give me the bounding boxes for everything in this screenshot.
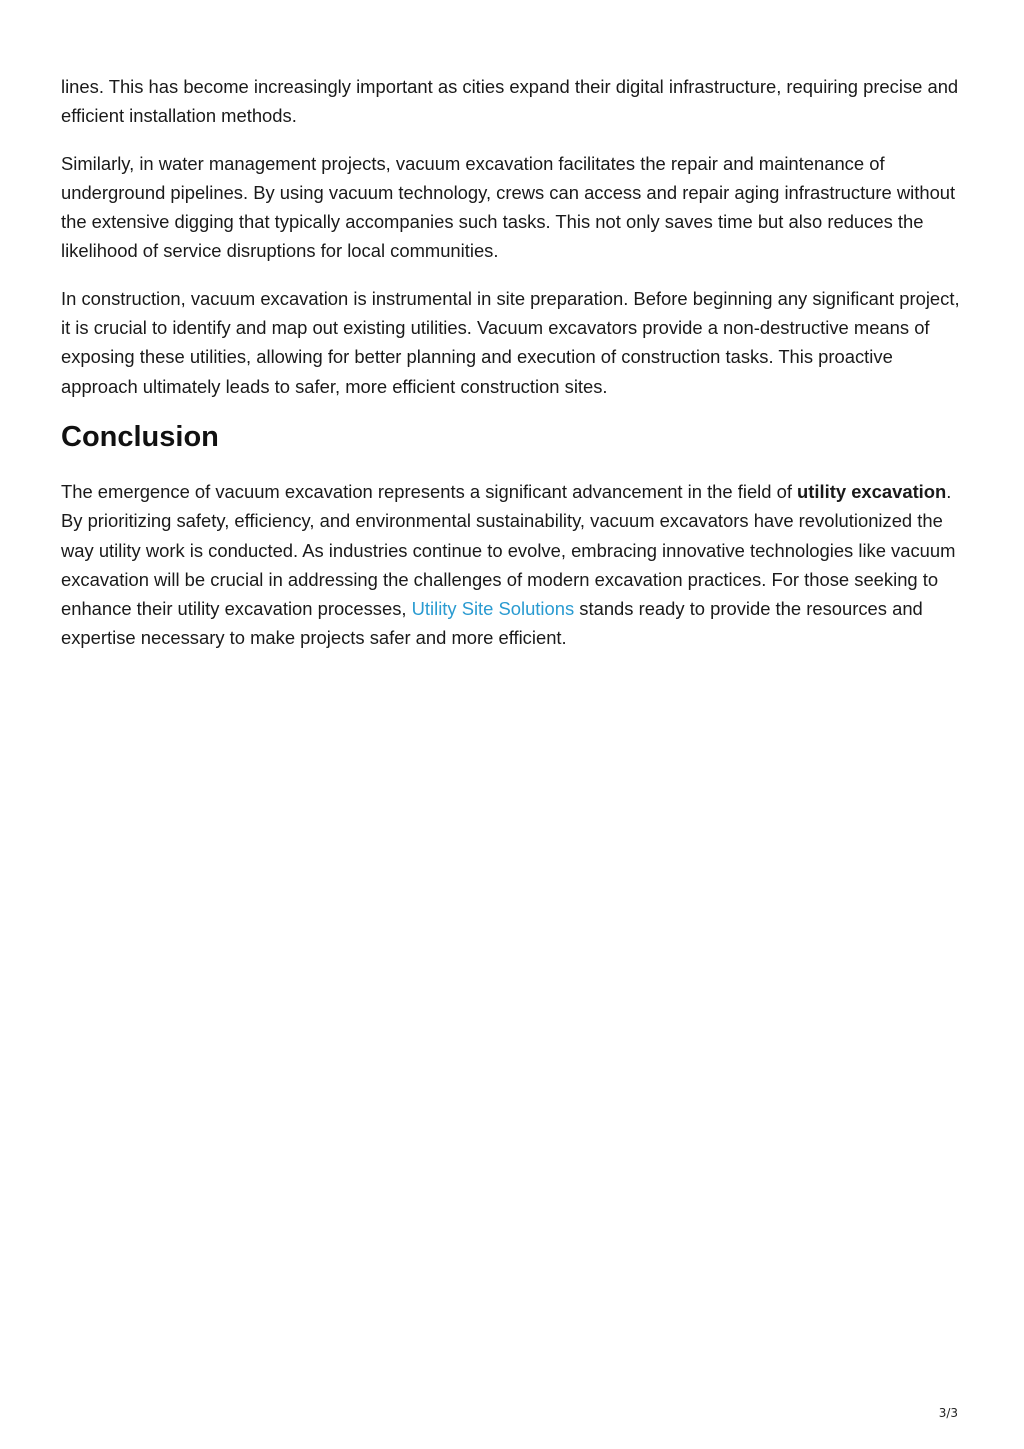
utility-excavation-bold: utility excavation xyxy=(797,480,947,502)
utility-site-solutions-link[interactable]: Utility Site Solutions xyxy=(411,598,575,620)
document-body xyxy=(61,72,966,671)
paragraph-water-management: Similarly, in water management projects, vacuum excavation facilitates the repair and maintenance of underground pipelines. By using vacuum technology, crews can access and repair aging infrastructure without the extensive digging that typically accompanies such tasks. This not only saves time but also reduces the likelihood of service disruptions for local communities. xyxy=(61,152,956,262)
page-number: 3/3 xyxy=(938,1406,958,1420)
conclusion-text-end: stands ready to provide the resources and expertise necessary to make projects safer and more efficient. xyxy=(61,598,923,649)
paragraph-conclusion xyxy=(61,477,966,653)
conclusion-heading: Conclusion xyxy=(61,420,219,453)
paragraph-digital-infrastructure: lines. This has become increasingly important as cities expand their digital infrastructure, requiring precise and efficient installation methods. xyxy=(61,76,959,127)
conclusion-text-start: The emergence of vacuum excavation represents a significant advancement in the field of xyxy=(61,480,798,502)
conclusion-text-middle: . By prioritizing safety, efficiency, and environmental sustainability, vacuum excavators have revolutionized the way utility work is conducted. As industries continue to evolve, embracing innovative technologies like vacuum excavation will be crucial in addressing the challenges of modern excavation practices. For those seeking to enhance their utility excavation processes, xyxy=(61,480,956,620)
paragraph-construction: In construction, vacuum excavation is instrumental in site preparation. Before beginning any significant project, it is crucial to identify and map out existing utilities. Vacuum excavators provide a non-destructive means of exposing these utilities, allowing for better planning and execution of construction tasks. This proactive approach ultimately leads to safer, more efficient construction sites. xyxy=(61,287,960,397)
